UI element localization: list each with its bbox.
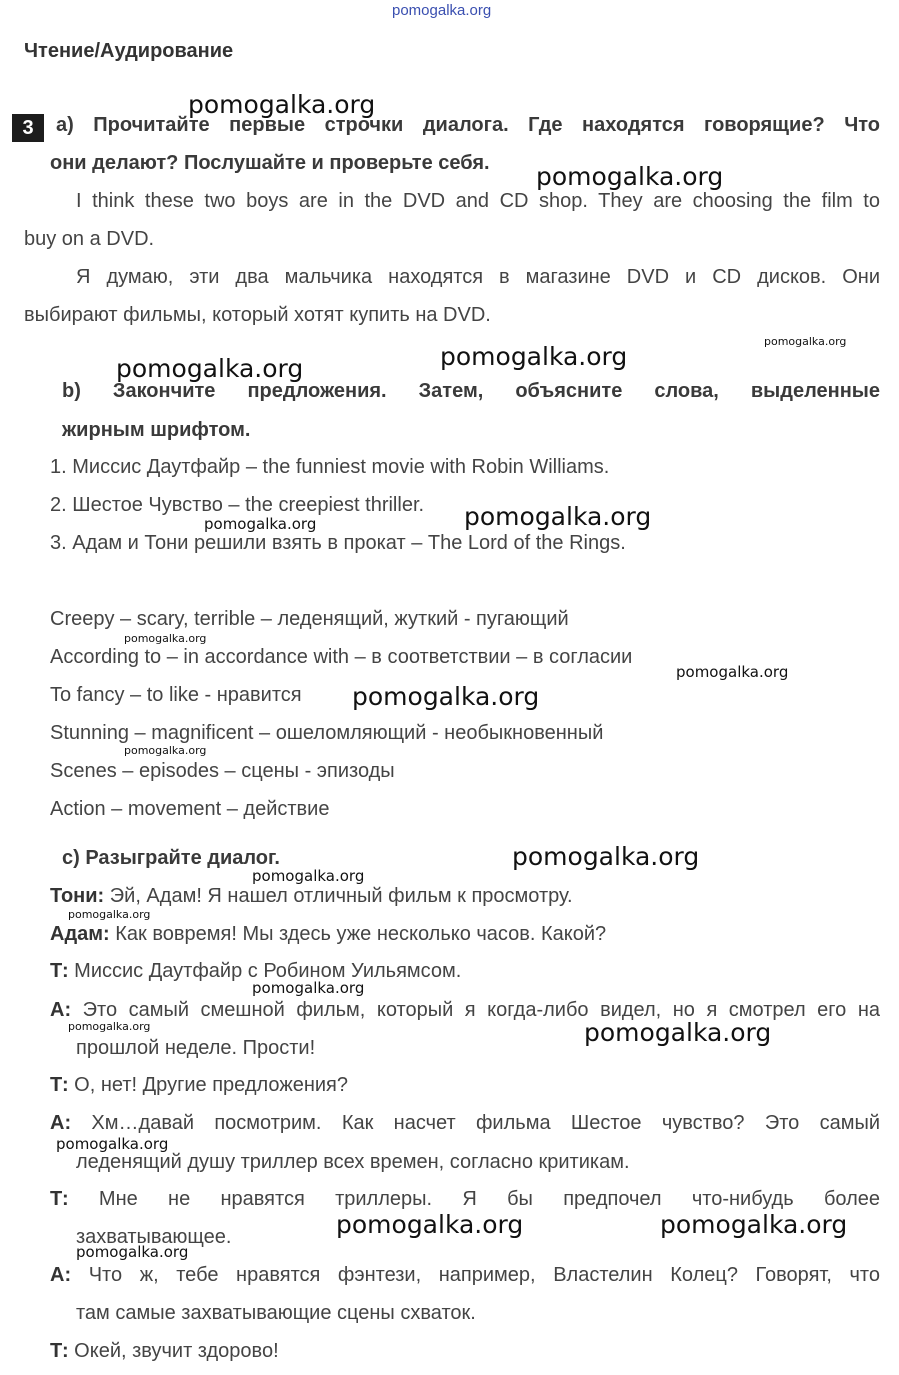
watermark: pomogalka.org [56, 1135, 169, 1153]
watermark: pomogalka.org [536, 162, 724, 191]
dialogue-speaker: Т: [50, 1340, 69, 1362]
part-b-sentence-3: 3. Адам и Тони решили взять в прокат – The Lord of the Rings. [50, 532, 626, 554]
watermark: pomogalka.org [352, 682, 540, 711]
dialogue-line-1 [50, 885, 573, 908]
dialogue-speaker: А: [50, 1264, 72, 1286]
watermark: pomogalka.org [204, 515, 317, 533]
dialogue-speaker: Т: [50, 1074, 69, 1096]
vocab-item-action: Action – movement – действие [50, 798, 330, 820]
part-a-russian-line-1: Я думаю, эти два мальчика находятся в магазине DVD и CD дисков. Они [76, 266, 880, 288]
dialogue-speaker: Т: [50, 960, 69, 982]
dialogue-text: Миссис Даутфайр с Робином Уильямсом. [68, 960, 462, 982]
watermark: pomogalka.org [116, 354, 304, 383]
watermark: pomogalka.org [660, 1210, 848, 1239]
dialogue-text: Хм…давай посмотрим. Как насчет фильма Шестое чувство? Это самый [71, 1112, 880, 1134]
dialogue-text: О, нет! Другие предложения? [68, 1074, 348, 1096]
vocab-item-creepy: Creepy – scary, terrible – леденящий, жуткий - пугающий [50, 608, 569, 630]
dialogue-speaker: Адам: [50, 923, 110, 945]
watermark: pomogalka.org [676, 663, 789, 681]
watermark: pomogalka.org [252, 867, 365, 885]
watermark: pomogalka.org [76, 1243, 189, 1261]
dialogue-line-7 [50, 1188, 880, 1211]
dialogue-line-7-continuation: захватывающее. [76, 1226, 232, 1248]
vocab-item-scenes: Scenes – episodes – сцены - эпизоды [50, 760, 395, 782]
part-a-task-line-1: a) Прочитайте первые строчки диалога. Где находятся говорящие? Что [56, 114, 880, 136]
part-a-english-line-1: I think these two boys are in the DVD and CD shop. They are choosing the film to [76, 190, 880, 212]
dialogue-speaker: Т: [50, 1188, 69, 1210]
watermark: pomogalka.org [512, 842, 700, 871]
part-b-task-line-1: b) Закончите предложения. Затем, объясните слова, выделенные [62, 380, 880, 402]
dialogue-line-6 [50, 1112, 880, 1135]
part-a-english-line-2: buy on a DVD. [24, 228, 155, 250]
dialogue-speaker: А: [50, 999, 72, 1021]
vocab-item-stunning: Stunning – magnificent – ошеломляющий - необыкновенный [50, 722, 604, 744]
watermark: pomogalka.org [124, 744, 207, 757]
part-b-sentence-2: 2. Шестое Чувство – the creepiest thriller. [50, 494, 425, 516]
dialogue-line-6-continuation: леденящий душу триллер всех времен, согласно критикам. [76, 1151, 630, 1173]
watermark: pomogalka.org [68, 1020, 151, 1033]
dialogue-line-2 [50, 923, 606, 946]
exercise-number-badge: 3 [12, 114, 44, 142]
dialogue-text: Это самый смешной фильм, который я когда-либо видел, но я смотрел его на [71, 999, 880, 1021]
dialogue-speaker: А: [50, 1112, 72, 1134]
dialogue-line-4-continuation: прошлой неделе. Прости! [76, 1037, 316, 1059]
dialogue-line-8 [50, 1264, 880, 1287]
watermark: pomogalka.org [764, 335, 847, 348]
part-a-russian-line-2: выбирают фильмы, который хотят купить на DVD. [24, 304, 491, 326]
dialogue-line-9 [50, 1340, 279, 1363]
dialogue-speaker: Тони: [50, 885, 105, 907]
dialogue-text: Как вовремя! Мы здесь уже несколько часов. Какой? [109, 923, 607, 945]
watermark: pomogalka.org [68, 908, 151, 921]
dialogue-text: Что ж, тебе нравятся фэнтези, например, Властелин Колец? Говорят, что [71, 1264, 880, 1286]
dialogue-text: Окей, звучит здорово! [68, 1340, 279, 1362]
dialogue-line-8-continuation: там самые захватывающие сцены схваток. [76, 1302, 476, 1324]
vocab-item-according-to: According to – in accordance with – в соответствии – в согласии [50, 646, 633, 668]
dialogue-text: Эй, Адам! Я нашел отличный фильм к просмотру. [104, 885, 573, 907]
part-b-sentence-1: 1. Миссис Даутфайр – the funniest movie with Robin Williams. [50, 456, 610, 478]
watermark: pomogalka.org [124, 632, 207, 645]
watermark: pomogalka.org [584, 1018, 772, 1047]
section-title: Чтение/Аудирование [24, 40, 234, 62]
watermark: pomogalka.org [252, 979, 365, 997]
watermark: pomogalka.org [464, 502, 652, 531]
vocab-item-to-fancy: To fancy – to like - нравится [50, 684, 302, 706]
site-header-link[interactable]: pomogalka.org [392, 2, 492, 19]
watermark: pomogalka.org [440, 342, 628, 371]
part-a-task-line-2: они делают? Послушайте и проверьте себя. [50, 152, 490, 174]
part-b-task-line-2: жирным шрифтом. [62, 419, 251, 441]
dialogue-text: Мне не нравятся триллеры. Я бы предпочел что-нибудь более [68, 1188, 880, 1210]
watermark: pomogalka.org [336, 1210, 524, 1239]
part-c-task: c) Разыграйте диалог. [62, 847, 280, 869]
watermark: pomogalka.org [188, 90, 376, 119]
dialogue-line-5 [50, 1074, 348, 1097]
